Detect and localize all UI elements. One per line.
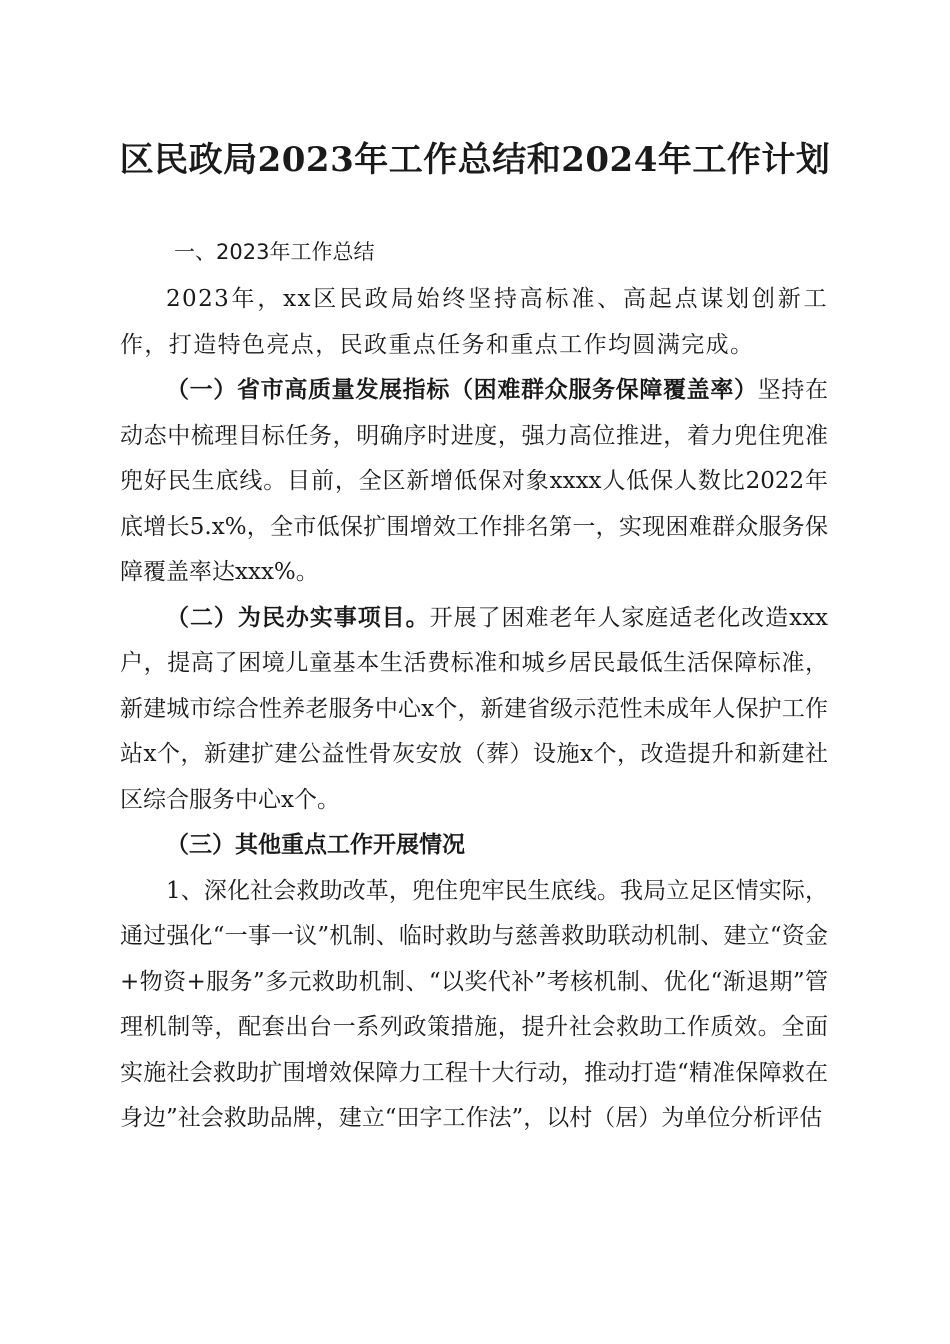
document-body [120, 277, 828, 1142]
item-1-paragraph: 1、深化社会救助改革，兜住兜牢民生底线。我局立足区情实际，通过强化“一事一议”机制、临时救助与慈善救助联动机制、建立“资金+物资+服务”多元救助机制、“以奖代补”考核机制、优化“渐退期”管理机制等，配套出台一系列政策措施，提升社会救助工作质效。全面实施社会救助扩围增效保障力工程十大行动，推动打造“精准保障救在身边”社会救助品牌，建立“田字工作法”，以村（居）为单位分析评估 [120, 877, 828, 1131]
section-heading-2023-summary: 一、2023年工作总结 [174, 240, 375, 264]
subsection-3-heading: （三）其他重点工作开展情况 [166, 832, 465, 858]
subsection-1-paragraph [120, 368, 828, 596]
document-title: 区民政局2023年工作总结和2024年工作计划 [119, 140, 831, 180]
subsection-3-paragraph [120, 823, 828, 869]
subsection-2-text: 开展了困难老年人家庭适老化改造xxx户，提高了困境儿童基本生活费标准和城乡居民最低生活保障标准，新建城市综合性养老服务中心x个，新建省级示范性未成年人保护工作站x个，新建扩建公益性骨灰安放（葬）设施x个，改造提升和新建社区综合服务中心x个。 [120, 604, 829, 813]
subsection-2-heading: （二）为民办实事项目。 [166, 604, 430, 631]
subsection-2-paragraph [120, 596, 828, 824]
intro-paragraph: 2023年，xx区民政局始终坚持高标准、高起点谋划创新工作，打造特色亮点，民政重点任务和重点工作均圆满完成。 [120, 286, 828, 358]
subsection-1-text: 坚持在动态中梳理目标任务，明确序时进度，强力高位推进，着力兜住兜准兜好民生底线。目前，全区新增低保对象xxxx人低保人数比2022年底增长5.x%，全市低保扩围增效工作排名第一，实现困难群众服务保障覆盖率达xxx%。 [120, 377, 829, 585]
subsection-1-heading: （一）省市高质量发展指标（困难群众服务保障覆盖率） [166, 377, 758, 403]
